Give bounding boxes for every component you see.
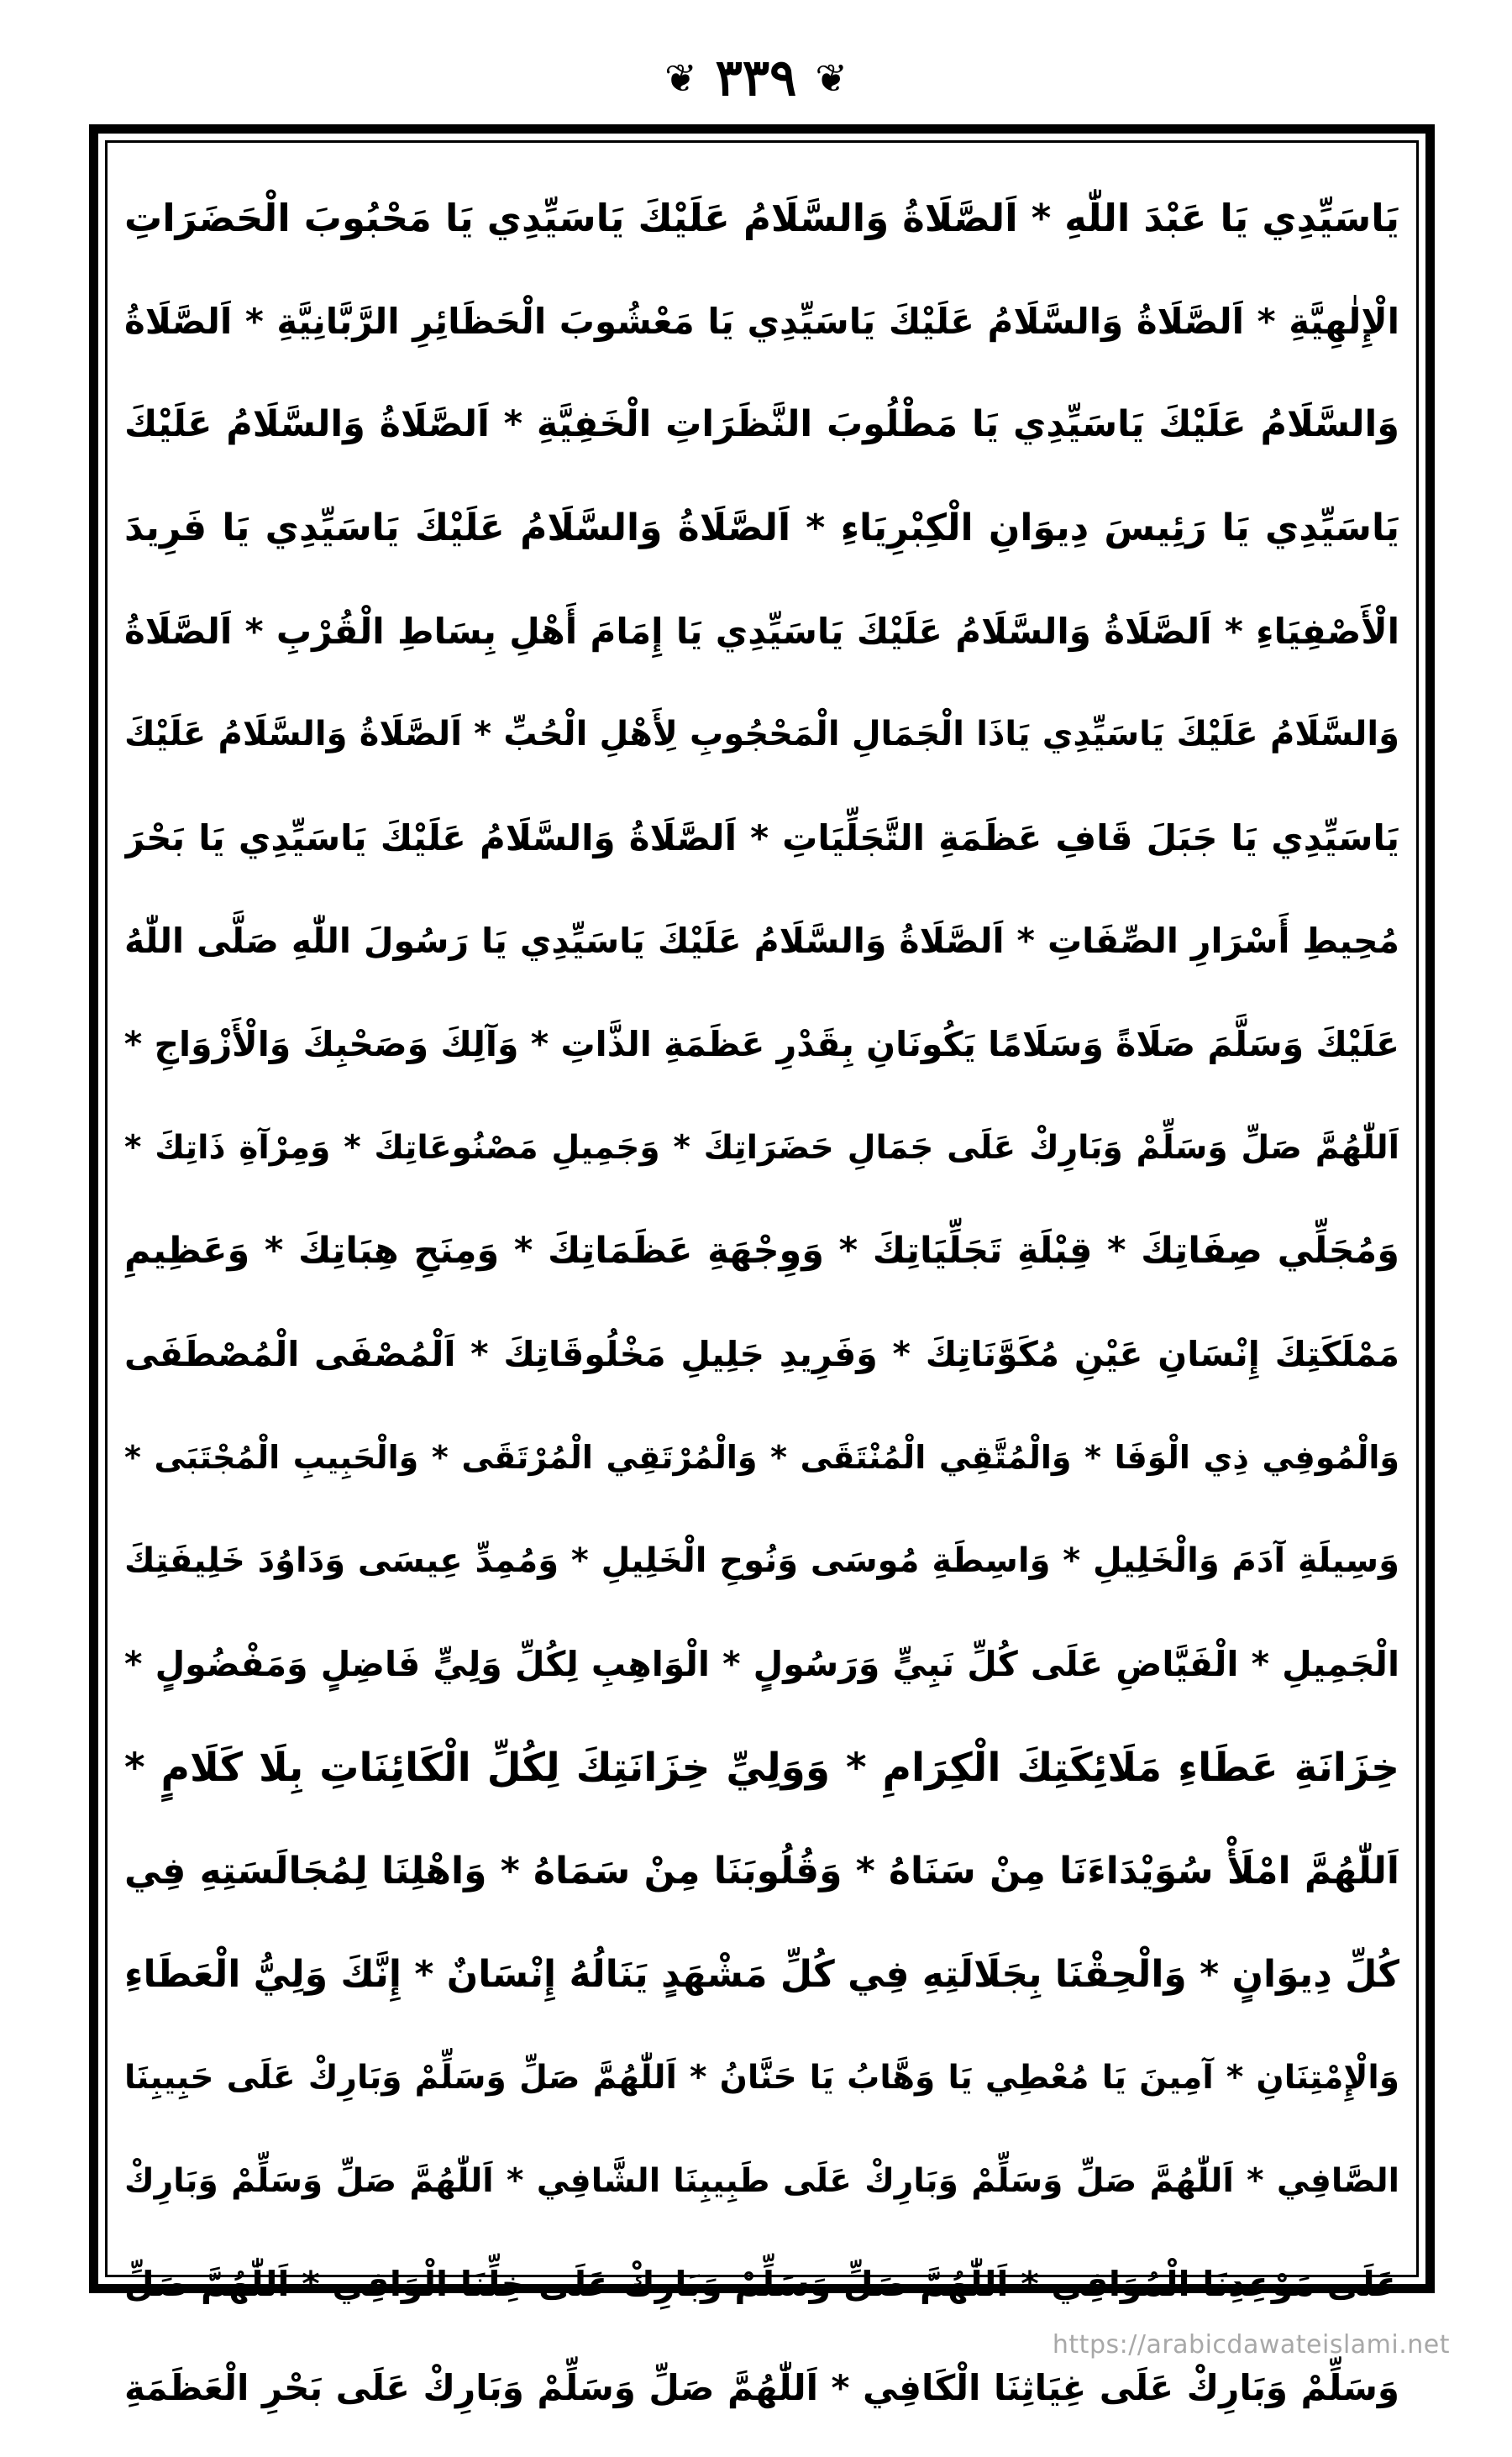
text-line [124, 2026, 1399, 2129]
text-line-content: وَسِيلَةِ آدَمَ وَالْخَلِيلِ * وَاسِطَةِ مُوسَى وَنُوحِ الْخَلِيلِ * وَمُمِدِّ عِيسَى وَدَاوُدَ خَلِيفَتِكَ [124, 1541, 1399, 1580]
ornament-right-icon: ❦ [815, 55, 848, 101]
text-line-content: يَاسَيِّدِي يَا رَئِيسَ دِيوَانِ الْكِبْرِيَاءِ * اَلصَّلَاةُ وَالسَّلَامُ عَلَيْكَ يَاسَيِّدِي يَا فَرِيدَ [124, 507, 1399, 549]
text-line-content: الْإِلٰهِيَّةِ * اَلصَّلَاةُ وَالسَّلَامُ عَلَيْكَ يَاسَيِّدِي يَا مَعْشُوبَ الْحَظَائِرِ الرَّبَّانِيَّةِ * اَلصَّلَاةُ [124, 301, 1399, 342]
text-line-content: مُحِيطِ أَسْرَارِ الصِّفَاتِ * اَلصَّلَاةُ وَالسَّلَامُ عَلَيْكَ يَاسَيِّدِي يَا رَسُولَ اللّٰهِ صَلَّى اللّٰهُ [124, 921, 1399, 961]
text-line-content: وَمُجَلِّي صِفَاتِكَ * قِبْلَةِ تَجَلِّيَاتِكَ * وَوِجْهَةِ عَظَمَاتِكَ * وَمِنَحِ هِبَاتِكَ * وَعَظِيمِ [124, 1230, 1399, 1272]
text-line [124, 1716, 1399, 1819]
text-line [124, 1509, 1399, 1613]
text-line [124, 2129, 1399, 2233]
text-line-content: عَلَى مَوْعِدِنَا الْمُوَافِي * اَللّٰهُمَّ صَلِّ وَسَلِّمْ وَبَارِكْ عَلَى خِلِّنَا الْوَافِي * اَللّٰهُمَّ صَلِّ [124, 2264, 1399, 2304]
text-line [124, 1819, 1399, 1923]
text-line [124, 1923, 1399, 2026]
text-line-content: الْأَصْفِيَاءِ * اَلصَّلَاةُ وَالسَّلَامُ عَلَيْكَ يَاسَيِّدِي يَا إِمَامَ أَهْلِ بِسَاطِ الْقُرْبِ * اَلصَّلَاةُ [124, 611, 1399, 652]
text-line-content: اَللّٰهُمَّ صَلِّ وَسَلِّمْ وَبَارِكْ عَلَى جَمَالِ حَضَرَاتِكَ * وَجَمِيلِ مَصْنُوعَاتِكَ * وَمِرْآةِ ذَاتِكَ * [124, 1129, 1399, 1167]
text-line-content: يَاسَيِّدِي يَا عَبْدَ اللّٰهِ * اَلصَّلَاةُ وَالسَّلَامُ عَلَيْكَ يَاسَيِّدِي يَا مَحْبُوبَ الْحَضَرَاتِ [124, 196, 1399, 240]
text-line-content: يَاسَيِّدِي يَا جَبَلَ قَافِ عَظَمَةِ التَّجَلِّيَاتِ * اَلصَّلَاةُ وَالسَّلَامُ عَلَيْكَ يَاسَيِّدِي يَا بَحْرَ [124, 817, 1399, 858]
text-line-content: مَمْلَكَتِكَ إِنْسَانِ عَيْنِ مُكَوَّنَاتِكَ * وَفَرِيدِ جَلِيلِ مَخْلُوقَاتِكَ * اَلْمُصْفَى الْمُصْطَفَى [124, 1334, 1399, 1374]
text-line-content: وَالْمُوفِي ذِي الْوَفَا * وَالْمُتَّقِي الْمُنْتَقَى * وَالْمُرْتَقِي الْمُرْتَقَى * وَالْحَبِيبِ الْمُجْتَبَى * [124, 1439, 1399, 1476]
text-line [124, 2233, 1399, 2336]
text-line [124, 1406, 1399, 1509]
text-line-content: خِزَانَةِ عَطَاءِ مَلَائِكَتِكَ الْكِرَامِ * وَوَلِيِّ خِزَانَتِكَ لِكُلِّ الْكَائِنَاتِ بِلَا كَلَامٍ * [124, 1745, 1399, 1791]
text-line-content: وَالسَّلَامُ عَلَيْكَ يَاسَيِّدِي يَاذَا الْجَمَالِ الْمَحْجُوبِ لِأَهْلِ الْحُبِّ * اَلصَّلَاةُ وَالسَّلَامُ عَلَيْكَ [124, 715, 1399, 753]
text-line-content: وَالسَّلَامُ عَلَيْكَ يَاسَيِّدِي يَا مَطْلُوبَ النَّظَرَاتِ الْخَفِيَّةِ * اَلصَّلَاةُ وَالسَّلَامُ عَلَيْكَ [124, 403, 1399, 445]
text-line [124, 476, 1399, 580]
ornament-left-icon: ❦ [664, 55, 697, 101]
text-line [124, 580, 1399, 683]
text-line [124, 1613, 1399, 1716]
text-line-content: كُلِّ دِيوَانٍ * وَالْحِقْنَا بِجَلَالَتِهِ فِي كُلِّ مَشْهَدٍ يَنَالُهُ إِنْسَانٌ * إِنَّكَ وَلِيُّ الْعَطَاءِ [124, 1953, 1399, 1996]
text-line-content: وَسَلِّمْ وَبَارِكْ عَلَى غِيَاثِنَا الْكَافِي * اَللّٰهُمَّ صَلِّ وَسَلِّمْ وَبَارِكْ عَلَى بَحْرِ الْعَظَمَةِ [124, 2367, 1399, 2408]
text-line-content: اَللّٰهُمَّ امْلَأْ سُوَيْدَاءَنَا مِنْ سَنَاهُ * وَقُلُوبَنَا مِنْ سَمَاهُ * وَاهْلِنَا لِمُجَالَسَتِهِ فِي [124, 1850, 1399, 1893]
text-line [124, 270, 1399, 373]
text-line [124, 1200, 1399, 1303]
text-line [124, 993, 1399, 1096]
text-line [124, 1303, 1399, 1406]
text-line-content: الصَّافِي * اَللّٰهُمَّ صَلِّ وَسَلِّمْ وَبَارِكْ عَلَى طَبِيبِنَا الشَّافِي * اَللّٰهُمَّ صَلِّ وَسَلِّمْ وَبَارِكْ [124, 2162, 1399, 2200]
text-line [124, 786, 1399, 890]
text-line [124, 890, 1399, 993]
page-header [0, 40, 1512, 116]
text-line-content: الْجَمِيلِ * الْفَيَّاضِ عَلَى كُلِّ نَبِيٍّ وَرَسُولٍ * الْوَاهِبِ لِكُلِّ وَلِيٍّ فَاضِلٍ وَمَفْضُولٍ * [124, 1644, 1399, 1684]
page-number: ٣٣٩ [715, 49, 797, 108]
text-line-content: وَالْإِمْتِنَانِ * آمِينَ يَا مُعْطِي يَا وَهَّابُ يَا حَنَّانُ * اَللّٰهُمَّ صَلِّ وَسَلِّمْ وَبَارِكْ عَلَى حَبِيبِنَا [124, 2059, 1399, 2097]
text-line [124, 166, 1399, 270]
text-line [124, 373, 1399, 476]
text-line [124, 1096, 1399, 1200]
watermark-url: https://arabicdawateislami.net [1052, 2330, 1450, 2360]
text-line [124, 683, 1399, 786]
text-line-content: عَلَيْكَ وَسَلَّمَ صَلَاةً وَسَلَامًا يَكُونَانِ بِقَدْرِ عَظَمَةِ الذَّاتِ * وَآلِكَ وَصَحْبِكَ وَالْأَزْوَاجِ * [124, 1024, 1399, 1064]
